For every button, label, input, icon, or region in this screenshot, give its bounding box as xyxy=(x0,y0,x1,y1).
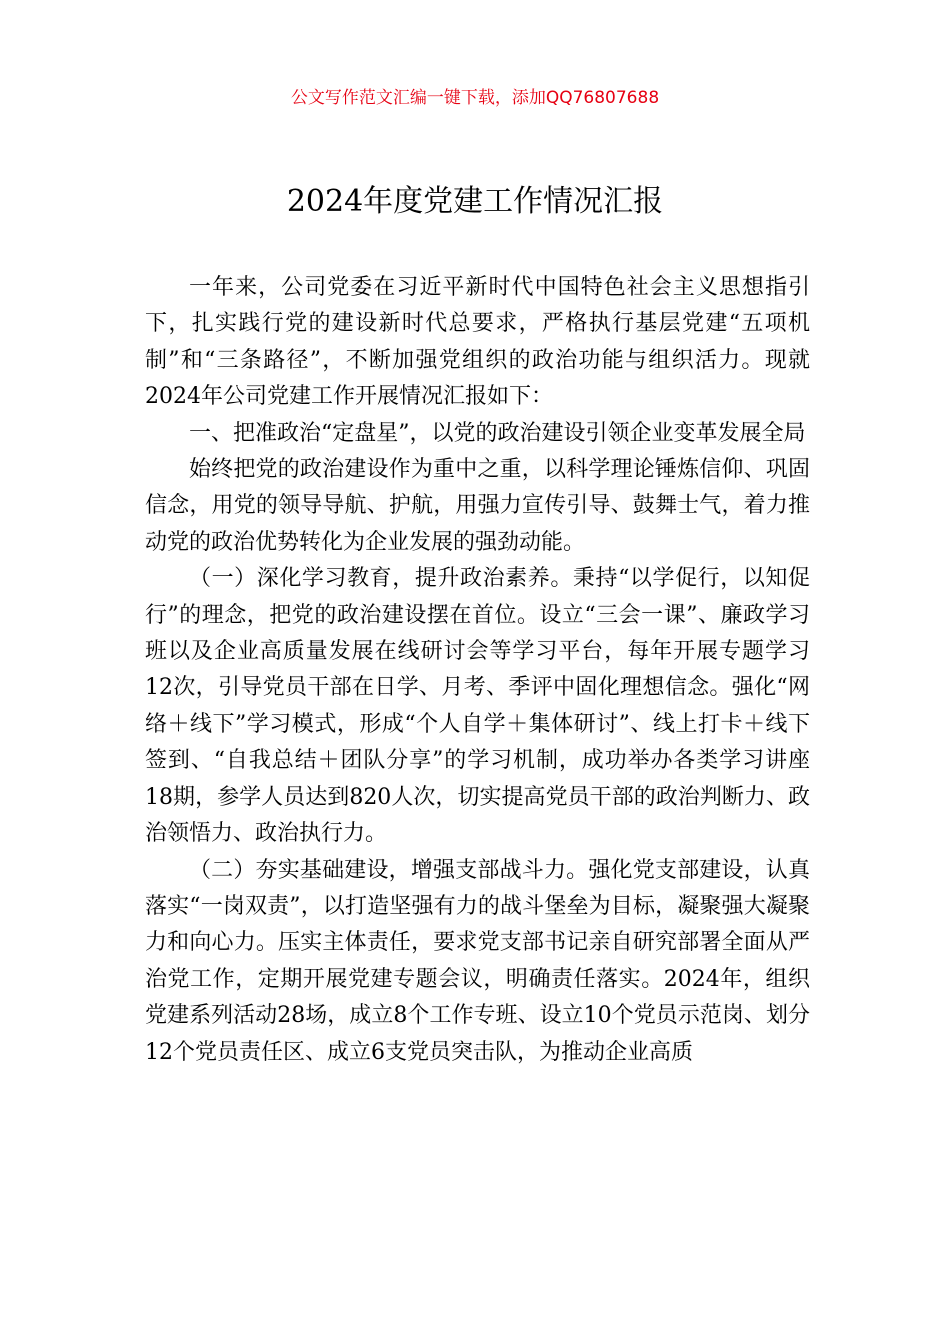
intro-paragraph: 一年来，公司党委在习近平新时代中国特色社会主义思想指引下，扎实践行党的建设新时代总要求，严格执行基层党建“五项机制”和“三条路径”，不断加强党组织的政治功能与组织活力。现就2024年公司党建工作开展情况汇报如下： xyxy=(145,275,810,410)
subsection-1-paragraph: （一）深化学习教育，提升政治素养。秉持“以学促行，以知促行”的理念，把党的政治建设摆在首位。设立“三会一课”、廉政学习班以及企业高质量发展在线研讨会等学习平台，每年开展专题学习12次，引导党员干部在日学、月考、季评中固化理想信念。强化“网络＋线下”学习模式，形成“个人自学＋集体研讨”、线上打卡＋线下签到、“自我总结＋团队分享”的学习机制，成功举办各类学习讲座18期，参学人员达到820人次，切实提高党员干部的政治判断力、政治领悟力、政治执行力。 xyxy=(145,566,810,847)
section-1-paragraph: 始终把党的政治建设作为重中之重，以科学理论锤炼信仰、巩固信念，用党的领导导航、护航，用强力宣传引导、鼓舞士气，着力推动党的政治优势转化为企业发展的强劲动能。 xyxy=(145,457,810,555)
section-heading-1: 一、把准政治“定盘星”，以党的政治建设引领企业变革发展全局 xyxy=(189,420,806,446)
document-title: 2024年度党建工作情况汇报 xyxy=(286,184,664,219)
download-banner: 公文写作范文汇编一键下载，添加QQ76807688 xyxy=(290,88,660,108)
document-body xyxy=(145,270,810,1071)
subsection-2-paragraph: （二）夯实基础建设，增强支部战斗力。强化党支部建设，认真落实“一岗双责”，以打造坚强有力的战斗堡垒为目标，凝聚强大凝聚力和向心力。压实主体责任，要求党支部书记亲自研究部署全面从严治党工作，定期开展党建专题会议，明确责任落实。2024年，组织党建系列活动28场，成立8个工作专班、设立10个党员示范岗、划分12个党员责任区、成立6支党员突击队，为推动企业高质 xyxy=(145,857,810,1065)
